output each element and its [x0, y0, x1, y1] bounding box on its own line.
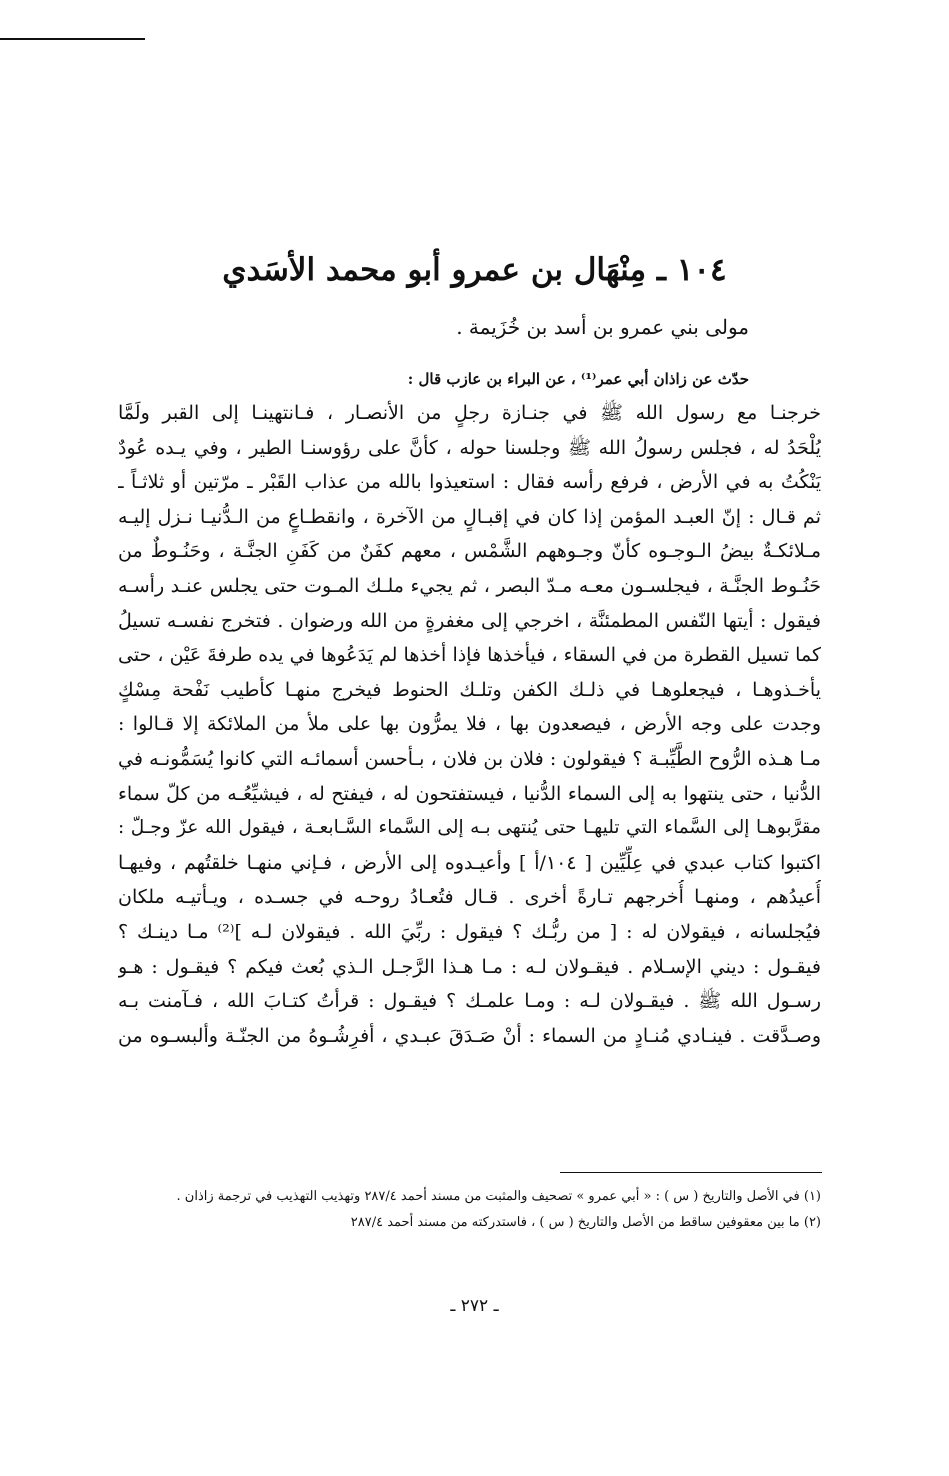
body-line-9: يأخـذوهـا ، فيجعلوهـا في ذلـك الكفن وتلـك الحنوط فيخرج منهـا كأطيب نَفْحة مِسْكٍ — [118, 678, 821, 701]
entry-title: ١٠٤ ـ مِنْهَال بن عمرو أبو محمد الأسَدي — [222, 252, 727, 288]
body-line-3: يَنْكُتُ به في الأرض ، فرفع رأسه فقال : استعيذوا بالله من عذاب القَبْر ـ مرّتين أو ثلاثـاً ـ — [118, 471, 821, 494]
body-line-4: ثم قـال : إنّ العبـد المؤمن إذا كان في إقبـالٍ من الآخرة ، وانقطـاعٍ من الـدُّنيـا نـزل إليـه — [118, 505, 821, 528]
footnote-1: (١) في الأصل والتاريخ ( س ) : « أبي عمرو » تصحيف والمثبت من مسند أحمد ٢٨٧/٤ وتهذيب التهذيب في ترجمة زاذان . — [176, 1189, 821, 1204]
body-line-13: مقرَّبوهـا إلى السَّماء التي تليهـا حتى يُنتهى بـه إلى السَّماء السَّـابعـة ، فيقول الله عزّ وجـلّ : — [118, 817, 821, 839]
top-rule — [0, 38, 145, 40]
body-line-8: كما تسيل القطرة من في السقاء ، فيأخذها فإذا أخذها لم يَدَعُوها في يده طرفةَ عَيْن ، حتى — [118, 644, 821, 667]
body-line-15: أُعيدُهم ، ومنهـا أُخرجهم تـارةً أخرى . قـال فتُعـادُ روحـه في جسـده ، ويـأتيـه ملكان — [118, 886, 821, 909]
entry-subtitle: مولى بني عمرو بن أسد بن خُزَيمة . — [456, 315, 749, 339]
body-line-14: اكتبوا كتاب عبدي في عِلِّيِّين [ ١٠٤/أ ] وأعيـدوه إلى الأرض ، فـإني منهـا خلقتُهم ، وفيهـا — [118, 851, 821, 874]
body-line-2: يُلْحَدُ له ، فجلس رسولُ الله ﷺ وجلسنا حوله ، كأنَّ على رؤوسنـا الطير ، وفي يـده عُودٌ — [118, 436, 821, 459]
body-line-10: وجدت على وجه الأرض ، فيصعدون بها ، فلا يمرُّون بها على ملأ من الملائكة إلا قـالوا : — [118, 713, 821, 736]
body-line-19: وصـدَّقت . فينـادي مُنـادٍ من السماء : أنْ صَـدَقَ عبـدي ، أفرِشُـوهُ من الجنّـة وألبسـوه من — [118, 1024, 821, 1047]
body-line-1: خرجنـا مع رسول الله ﷺ في جنـازة رجلٍ من الأنصـار ، فـانتهينـا إلى القبر ولَمَّا — [118, 402, 821, 424]
body-line-16: فيُجلسانه ، فيقولان له : [ من ربُّـك ؟ فيقول : ربِّيَ الله . فيقولان لـه ]⁽²⁾ مـا دينـك ؟ — [118, 920, 821, 943]
body-line-11: مـا هـذه الرُّوح الطَّيِّبـة ؟ فيقولون : فلان بن فلان ، بـأحسن أسمائـه التي كانوا يُسَمُّونـه في — [118, 747, 821, 770]
footnote-2: (٢) ما بين معقوفين ساقط من الأصل والتاريخ ( س ) ، فاستدركته من مسند أحمد ٢٨٧/٤ — [350, 1215, 821, 1230]
body-line-6: حَنُـوط الجنَّـة ، فيجلسـون معـه مـدّ البصر ، ثم يجيء ملـك المـوت حتى يجلس عنـد رأسـه — [118, 574, 821, 597]
page-number: ـ ٢٧٢ ـ — [450, 1296, 499, 1316]
footnote-rule — [560, 1172, 822, 1173]
body-line-5: مـلائكـةٌ بيضُ الـوجـوه كأنّ وجـوههم الشَّمْس ، معهم كفَنٌ من كَفَنِ الجنَّـة ، وحَنُـوطٌ من — [118, 540, 821, 563]
footnotes — [118, 1184, 821, 1236]
body-line-7: فيقول : أيتها النّفس المطمئنَّة ، اخرجي إلى مغفرةٍ من الله ورضوان . فتخرج نفسـه تسيلُ — [118, 609, 821, 632]
body-line-12: الدُّنيا ، حتى ينتهوا به إلى السماء الدُّنيا ، فيستفتحون له ، فيفتح له ، فيشيِّعُـه من كلّ سماء — [118, 782, 821, 805]
hadith-body — [118, 396, 821, 1053]
body-line-17: فيقـول : ديني الإسـلام . فيقـولان لـه : مـا هـذا الرَّجـل الـذي بُعث فيكم ؟ فيقـول : هـو — [118, 955, 821, 978]
body-line-18: رسـول الله ﷺ . فيقـولان لـه : ومـا علمـك ؟ فيقـول : قرأتُ كتـابَ الله ، فـآمنت بـه — [118, 990, 821, 1013]
isnad-line: حدّث عن زاذان أبي عمر⁽¹⁾ ، عن البراء بن عازب قال : — [407, 370, 749, 388]
